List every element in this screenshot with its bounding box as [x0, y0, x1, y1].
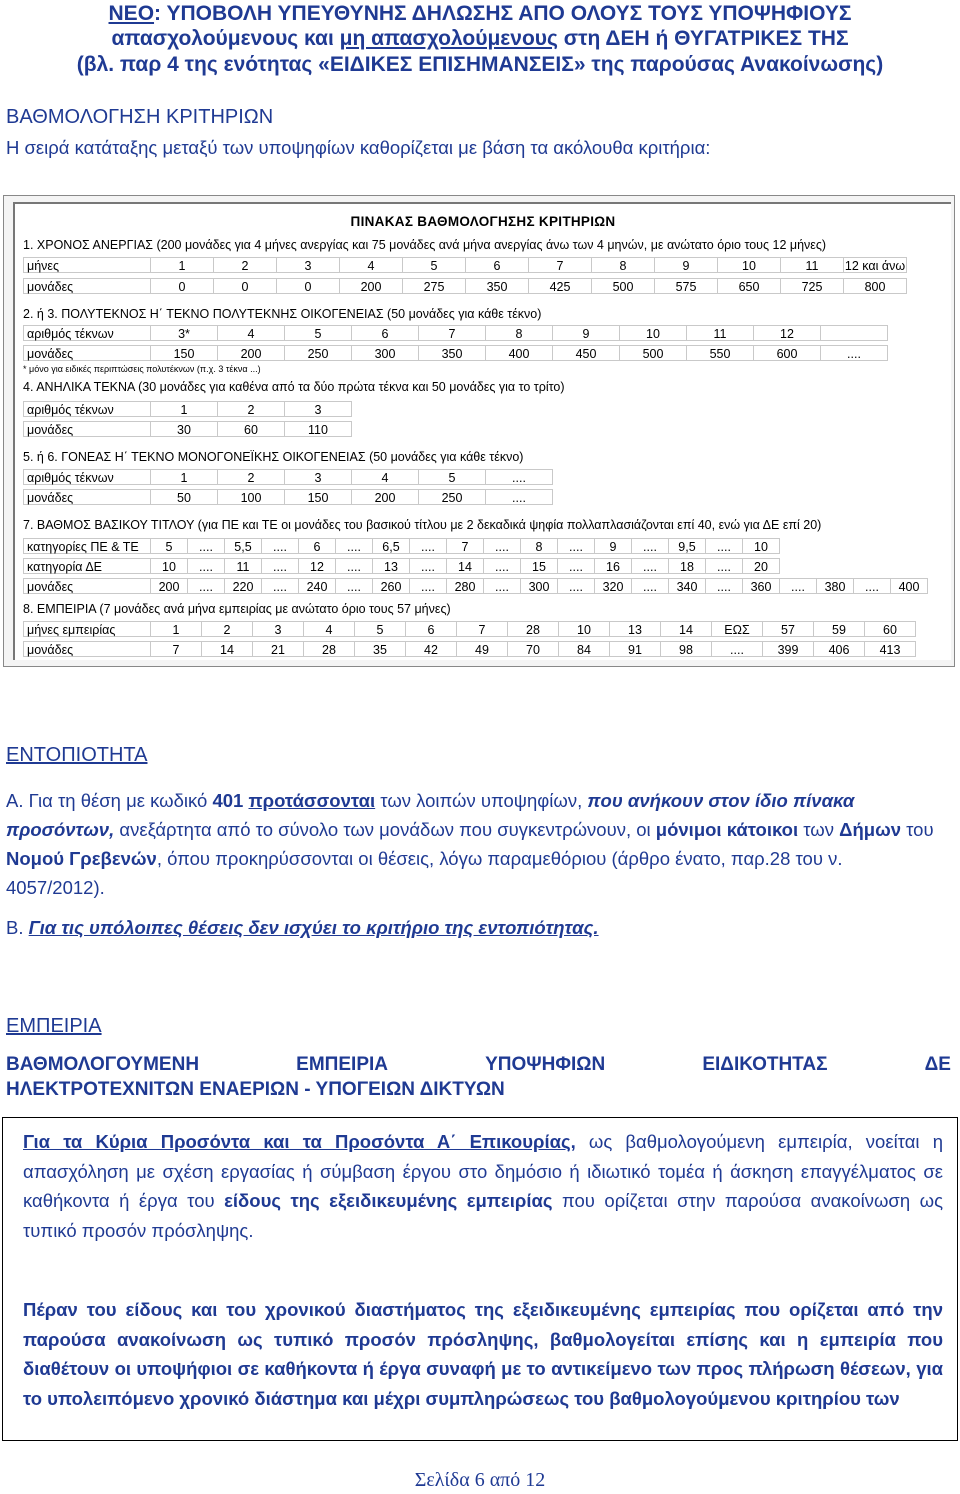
localness-a-mid3: των [798, 819, 840, 840]
table-cell: 575 [654, 278, 718, 294]
row-label: μονάδες [23, 641, 151, 657]
table-cell: 4 [217, 325, 285, 341]
table-cell: 220 [224, 578, 262, 594]
subtitle-word-2: ΕΜΠΕΙΡΙΑ [296, 1054, 389, 1075]
table-cell: 6 [351, 325, 419, 341]
table-cell: .... [335, 558, 373, 574]
header-line-3: (βλ. παρ 4 της ενότητας «ΕΙΔΙΚΕΣ ΕΠΙΣΗΜΑΝΣΕΙΣ» της παρούσας Ανακοίνωσης) [76, 53, 884, 76]
table-cell: .... [409, 558, 447, 574]
row-label: μονάδες [23, 278, 151, 294]
table-cell: 4 [303, 621, 355, 637]
table-cell: .... [261, 558, 299, 574]
table-cell: .... [820, 345, 888, 361]
scoring-table-title: ΠΙΝΑΚΑΣ ΒΑΘΜΟΛΟΓΗΣΗΣ ΚΡΙΤΗΡΙΩΝ [350, 214, 616, 229]
table-section-title: 8. ΕΜΠΕΙΡΙΑ (7 μονάδες ανά μήνα εμπειρίας με ανώτατο όριο τους 57 μήνες) [23, 602, 451, 616]
table-cell: .... [711, 641, 763, 657]
table-cell: 6 [298, 538, 336, 554]
table-cell: 500 [591, 278, 655, 294]
table-cell: 10 [717, 257, 781, 273]
table-section-title: 5. ή 6. ΓΟΝΕΑΣ Η΄ ΤΕΚΝΟ ΜΟΝΟΓΟΝΕΪΚΗΣ ΟΙΚΟΓΕΝΕΙΑΣ (50 μονάδες για κάθε τέκνο) [23, 450, 524, 464]
table-cell: 60 [217, 421, 285, 437]
table-cell: 600 [753, 345, 821, 361]
table-cell: .... [779, 578, 817, 594]
table-cell: 12 [298, 558, 336, 574]
table-cell: 3 [252, 621, 304, 637]
table-section-title: 4. ΑΝΗΛΙΚΑ ΤΕΚΝΑ (30 μονάδες για καθένα από τα δύο πρώτα τέκνα και 50 μονάδες για το τρίτο) [23, 380, 565, 394]
localness-a-end: , όπου προκηρύσσονται οι θέσεις, λόγω παραμεθόριου (άρθρο ένατο, παρ.28 του ν. 4057/2012). [6, 848, 843, 898]
table-cell: 59 [813, 621, 865, 637]
table-cell: 9 [552, 325, 620, 341]
localness-a-mid2: ανεξάρτητα από το σύνολο των μονάδων που συγκεντρώνουν, οι [114, 819, 656, 840]
table-cell: 3 [284, 401, 352, 417]
table-cell: 4 [351, 469, 419, 485]
row-label: μήνες [23, 257, 151, 273]
table-cell: 3 [284, 469, 352, 485]
table-cell: 9 [594, 538, 632, 554]
table-row [23, 400, 352, 418]
table-cell: 7 [528, 257, 592, 273]
table-cell: 250 [284, 345, 352, 361]
table-cell: 13 [372, 558, 410, 574]
table-cell: 57 [762, 621, 814, 637]
localness-paragraph-b [6, 913, 946, 942]
table-cell: 7 [446, 538, 484, 554]
table-cell: 275 [402, 278, 466, 294]
row-label: αριθμός τέκνων [23, 469, 151, 485]
p1-b: που ορίζεται στην παρούσα ανακοίνωση ως τυπικό προσόν πρόσληψης. [23, 1190, 943, 1241]
row-label: μονάδες [23, 578, 151, 594]
table-cell: 650 [717, 278, 781, 294]
table-cell: .... [187, 538, 225, 554]
table-row [23, 324, 888, 342]
table-cell: 98 [660, 641, 712, 657]
residents-phrase: μόνιμοι κάτοικοι [655, 819, 799, 840]
table-cell: 200 [217, 345, 285, 361]
table-cell: 725 [780, 278, 844, 294]
row-label: κατηγορίες ΠΕ & ΤΕ [23, 538, 151, 554]
table-row [23, 420, 352, 438]
table-cell: 350 [465, 278, 529, 294]
table-cell: 4 [339, 257, 403, 273]
table-cell: 5 [284, 325, 352, 341]
table-cell: 84 [558, 641, 610, 657]
table-cell: .... [705, 558, 743, 574]
experience-paragraph-2: Πέραν του είδους και του χρονικού διαστήματος της εξειδικευμένης εμπειρίας που ορίζεται από την παρούσα ανακοίνωση ως τυπικό προσόν πρόσληψης, βαθμολογείται επίσης και η εμπειρία που διαθέτουν οι υποψήφιοι σε καθήκοντα ή έργα συναφή με το αντικείμενο των προς πλήρωση θέσεων, για το υπολειπόμενο χρονικό διάστημα και μέχρι συμπληρώσεως του βαθμολογούμενου κριτηρίου των [23, 1299, 943, 1409]
p1-bold2: είδους της εξειδικευμένης εμπειρίας [224, 1190, 553, 1211]
table-row [23, 620, 916, 638]
table-cell: 350 [418, 345, 486, 361]
table-cell: .... [557, 578, 595, 594]
table-cell: 413 [864, 641, 916, 657]
table-cell: 9,5 [668, 538, 706, 554]
table-cell: 7 [150, 641, 202, 657]
table-section-title: 2. ή 3. ΠΟΛΥΤΕΚΝΟΣ Η΄ ΤΕΚΝΟ ΠΟΛΥΤΕΚΝΗΣ ΟΙΚΟΓΕΝΕΙΑΣ (50 μονάδες για κάθε τέκνο) [23, 307, 542, 321]
table-cell: 6 [405, 621, 457, 637]
table-cell: 6 [465, 257, 529, 273]
table-cell: 35 [354, 641, 406, 657]
table-cell: .... [335, 578, 373, 594]
table-cell: ΕΩΣ [711, 621, 763, 637]
table-cell: 14 [446, 558, 484, 574]
table-cell: 5 [402, 257, 466, 273]
subtitle-word-1: ΒΑΘΜΟΛΟΓΟΥΜΕΝΗ [6, 1054, 200, 1075]
p1-bold: Για τα Κύρια Προσόντα και τα Προσόντα Α΄ Επικουρίας, [23, 1131, 576, 1152]
table-cell: .... [485, 489, 553, 505]
table-cell: 5 [418, 469, 486, 485]
localness-a-mid1: των λοιπών υποψηφίων, [375, 790, 588, 811]
table-cell: .... [557, 558, 595, 574]
table-cell: 3 [276, 257, 340, 273]
table-cell: 12 και άνω [844, 259, 906, 273]
experience-subtitle-line-2: ΗΛΕΚΤΡΟΤΕΧΝΙΤΩΝ ΕΝΑΕΡΙΩΝ - ΥΠΟΓΕΙΩΝ ΔΙΚΤΥΩΝ [6, 1079, 505, 1100]
table-cell: .... [409, 538, 447, 554]
table-cell: 5 [354, 621, 406, 637]
table-cell [820, 325, 888, 341]
table-cell: 425 [528, 278, 592, 294]
position-code: 401 [212, 790, 244, 811]
table-row [23, 640, 916, 658]
table-cell: 320 [594, 578, 632, 594]
belong-phrase: που ανήκουν στον ίδιο πίνακα προσόντων, [6, 790, 855, 840]
table-cell: .... [557, 538, 595, 554]
table-cell: 42 [405, 641, 457, 657]
localness-title: ΕΝΤΟΠΙΟΤΗΤΑ [6, 744, 148, 766]
table-cell: .... [483, 538, 521, 554]
row-label: μονάδες [23, 489, 151, 505]
table-cell: 400 [485, 345, 553, 361]
table-cell: 12 [753, 325, 821, 341]
table-cell: .... [409, 578, 447, 594]
table-cell: .... [261, 578, 299, 594]
table-cell: 280 [446, 578, 484, 594]
localness-b-text: Για τις υπόλοιπες θέσεις δεν ισχύει το κριτήριο της εντοπιότητας. [28, 917, 599, 938]
table-cell: 5,5 [224, 538, 262, 554]
criteria-intro: Η σειρά κατάταξης μεταξύ των υποψηφίων καθορίζεται με βάση τα ακόλουθα κριτήρια: [6, 137, 711, 158]
table-cell: 1 [150, 401, 218, 417]
table-cell: .... [187, 558, 225, 574]
table-row [23, 277, 907, 295]
table-cell: .... [483, 558, 521, 574]
table-cell: 300 [520, 578, 558, 594]
table-cell: 100 [217, 489, 285, 505]
table-cell: .... [631, 578, 669, 594]
table-cell: 60 [864, 621, 916, 637]
table-cell: .... [187, 578, 225, 594]
header-line-2 [0, 27, 960, 51]
table-cell: 0 [150, 278, 214, 294]
precede-word: προτάσσονται [248, 790, 376, 811]
table-cell: 7 [456, 621, 508, 637]
table-cell: 2 [217, 401, 285, 417]
table-cell: 300 [351, 345, 419, 361]
table-cell: .... [631, 558, 669, 574]
table-cell: 11 [780, 257, 844, 273]
table-row [23, 344, 888, 362]
table-cell: 15 [520, 558, 558, 574]
experience-subtitle-line-1 [6, 1054, 951, 1076]
p1-a: ως βαθμολογούμενη εμπειρία, νοείται η απασχόληση με σχέση εργασίας ή σύμβαση έργου στο δημόσιο ή ιδιωτικό τομέα ή άσκηση επαγγέλματος σε καθήκοντα ή έργα του [23, 1131, 943, 1211]
table-cell: 200 [339, 278, 403, 294]
table-cell: 200 [150, 578, 188, 594]
table-section-title: 7. ΒΑΘΜΟΣ ΒΑΣΙΚΟΥ ΤΙΤΛΟΥ (για ΠΕ και ΤΕ οι μονάδες του βασικού τίτλου με 2 δεκαδικά ψηφία πολλαπλασιάζονται επί 40, ενώ για ΔΕ επί 20) [23, 518, 822, 532]
header-line-1 [0, 2, 960, 26]
table-cell: 250 [418, 489, 486, 505]
page-number: Σελίδα 6 από 12 [414, 1469, 546, 1491]
table-cell: 399 [762, 641, 814, 657]
table-row [23, 557, 780, 575]
table-cell: 450 [552, 345, 620, 361]
subtitle-word-3: ΥΠΟΨΗΦΙΩΝ [485, 1054, 606, 1075]
table-cell: 6,5 [372, 538, 410, 554]
table-row [23, 577, 928, 595]
table-row [23, 468, 553, 486]
table-cell: 150 [150, 345, 218, 361]
table-cell: 20 [742, 558, 780, 574]
header-line-1-text: : ΥΠΟΒΟΛΗ ΥΠΕΥΘΥΝΗΣ ΔΗΛΩΣΗΣ ΑΠΟ ΟΛΟΥΣ ΤΟΥΣ ΥΠΟΨΗΦΙΟΥΣ [154, 2, 852, 25]
table-cell: 0 [213, 278, 277, 294]
table-cell: .... [705, 578, 743, 594]
municipalities-word: Δήμων [839, 819, 901, 840]
table-cell: 8 [591, 257, 655, 273]
table-row [23, 256, 907, 274]
header-line-2b: μη απασχολούμενους [339, 27, 558, 50]
table-cell: 3* [150, 325, 218, 341]
row-label: μήνες εμπειρίας [23, 621, 151, 637]
subtitle-word-5: ΔΕ [924, 1054, 951, 1075]
localness-paragraph-a [6, 786, 946, 902]
scoring-table-inner [13, 202, 951, 660]
table-cell: 14 [660, 621, 712, 637]
table-cell: 260 [372, 578, 410, 594]
table-cell: 500 [619, 345, 687, 361]
header-line-2a: απασχολούμενους και [111, 27, 340, 50]
table-cell: 2 [213, 257, 277, 273]
subtitle-word-4: ΕΙΔΙΚΟΤΗΤΑΣ [702, 1054, 828, 1075]
table-cell: 21 [252, 641, 304, 657]
table-cell: 11 [224, 558, 262, 574]
table-cell: 16 [594, 558, 632, 574]
table-cell: .... [485, 469, 553, 485]
table-cell: 13 [609, 621, 661, 637]
table-cell: 1 [150, 621, 202, 637]
table-cell: 110 [284, 421, 352, 437]
table-cell: 14 [201, 641, 253, 657]
table-note: * μόνο για ειδικές περιπτώσεις πολυτέκνων (π.χ. 3 τέκνα ...) [23, 364, 261, 374]
table-cell: 28 [303, 641, 355, 657]
table-cell: 28 [507, 621, 559, 637]
localness-a-mid4: του [901, 819, 934, 840]
table-cell: 406 [813, 641, 865, 657]
table-cell: 150 [284, 489, 352, 505]
table-cell: 7 [418, 325, 486, 341]
table-cell: .... [631, 538, 669, 554]
experience-box [2, 1117, 958, 1441]
table-cell: 49 [456, 641, 508, 657]
table-cell: 30 [150, 421, 218, 437]
localness-b-prefix: Β. [6, 917, 29, 938]
prefecture-name: Νομού Γρεβενών [6, 848, 157, 869]
table-cell: 400 [890, 578, 928, 594]
table-cell: 10 [150, 558, 188, 574]
table-cell: 10 [742, 538, 780, 554]
table-cell: 5 [150, 538, 188, 554]
criteria-title: ΒΑΘΜΟΛΟΓΗΣΗ ΚΡΙΤΗΡΙΩΝ [6, 106, 274, 128]
table-cell: 91 [609, 641, 661, 657]
header-line-2c: στη ΔΕΗ ή ΘΥΓΑΤΡΙΚΕΣ ΤΗΣ [557, 27, 849, 50]
table-section-title: 1. ΧΡΟΝΟΣ ΑΝΕΡΓΙΑΣ (200 μονάδες για 4 μήνες ανεργίας και 75 μονάδες ανά μήνα ανεργίας άνω των 4 μηνών, με ανώτατο όριο τους 12 μήνες) [23, 238, 827, 252]
scoring-table [3, 195, 955, 667]
table-row [23, 488, 553, 506]
table-cell: 550 [686, 345, 754, 361]
table-cell: 200 [351, 489, 419, 505]
row-label: αριθμός τέκνων [23, 325, 151, 341]
table-cell: 8 [520, 538, 558, 554]
row-label: αριθμός τέκνων [23, 401, 151, 417]
table-cell: 9 [654, 257, 718, 273]
experience-title: ΕΜΠΕΙΡΙΑ [6, 1015, 102, 1037]
table-cell: .... [335, 538, 373, 554]
row-label: κατηγορία ΔΕ [23, 558, 151, 574]
table-cell: .... [853, 578, 891, 594]
table-cell: 2 [217, 469, 285, 485]
table-cell: 10 [619, 325, 687, 341]
table-cell: 1 [150, 469, 218, 485]
row-label: μονάδες [23, 421, 151, 437]
new-label: ΝΕΟ [108, 2, 155, 25]
table-cell: 10 [558, 621, 610, 637]
table-cell: .... [705, 538, 743, 554]
table-cell: 18 [668, 558, 706, 574]
table-cell: 380 [816, 578, 854, 594]
table-cell: 70 [507, 641, 559, 657]
table-cell: 50 [150, 489, 218, 505]
table-row [23, 537, 780, 555]
experience-paragraph-1 [23, 1127, 943, 1245]
table-cell: 340 [668, 578, 706, 594]
table-cell: 11 [686, 325, 754, 341]
table-cell: 360 [742, 578, 780, 594]
table-cell: .... [483, 578, 521, 594]
table-cell: 1 [150, 257, 214, 273]
table-cell: 8 [485, 325, 553, 341]
table-cell: .... [261, 538, 299, 554]
table-cell: 2 [201, 621, 253, 637]
row-label: μονάδες [23, 345, 151, 361]
table-cell: 0 [276, 278, 340, 294]
table-cell: 240 [298, 578, 336, 594]
table-cell: 800 [843, 278, 907, 294]
localness-a-prefix: Α. Για τη θέση με κωδικό [6, 790, 213, 811]
